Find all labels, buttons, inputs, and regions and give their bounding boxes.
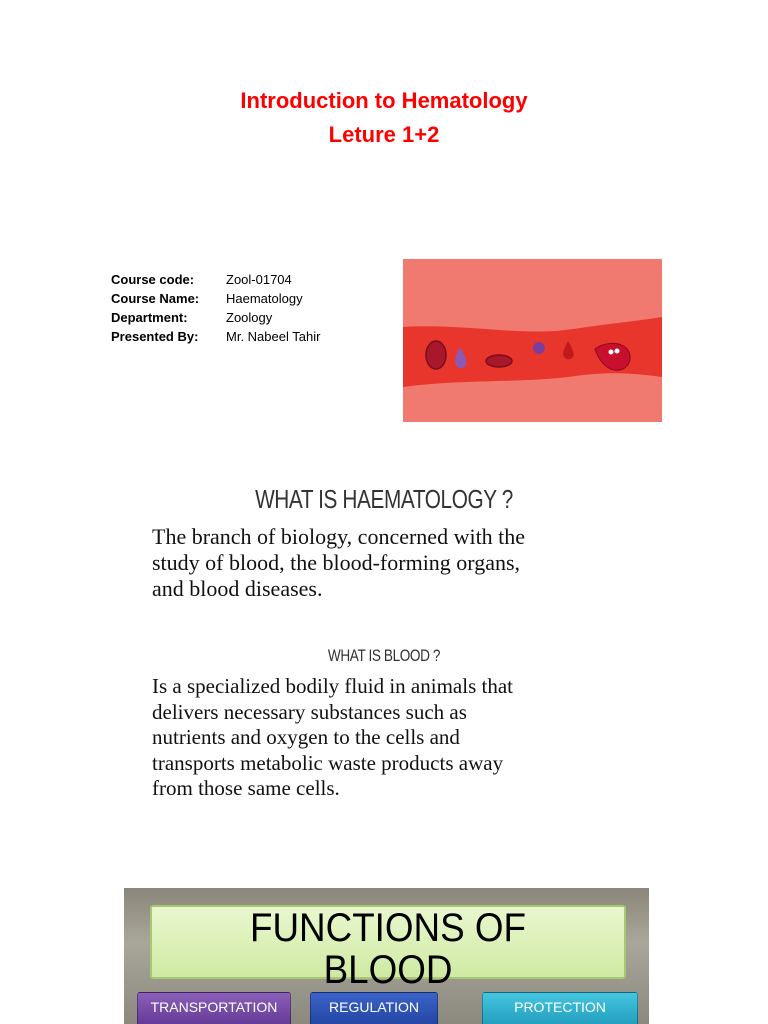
functions-slide — [124, 888, 649, 1024]
department-label: Department: — [111, 310, 188, 325]
presenter-row — [111, 327, 321, 346]
red-cell-icon — [486, 355, 512, 367]
definition-line: transports metabolic waste products away — [152, 750, 504, 775]
eye-icon — [615, 349, 620, 354]
course-code-row — [111, 270, 321, 289]
haematology-heading: WHAT IS HAEMATOLOGY ? — [255, 484, 513, 514]
red-cell-icon — [426, 341, 446, 369]
definition-line: from those same cells. — [152, 776, 340, 800]
presenter-value: Mr. Nabeel Tahir — [226, 329, 321, 344]
blood-vessel-illustration — [403, 259, 662, 422]
document-title: Introduction to Hematology — [240, 88, 528, 113]
blood-definition — [152, 674, 622, 802]
course-name-value: Haematology — [226, 291, 303, 306]
eye-icon — [609, 350, 614, 355]
regulation-box: REGULATION — [310, 992, 438, 1024]
protection-box: PROTECTION — [482, 992, 638, 1024]
functions-title-box — [150, 905, 626, 992]
definition-line: The branch of biology, concerned with the — [152, 524, 526, 549]
functions-title — [171, 907, 605, 991]
presenter-label: Presented By: — [111, 329, 199, 344]
definition-line: study of blood, the blood-forming organs, — [152, 550, 521, 575]
definition-line: delivers necessary substances such as — [152, 699, 467, 724]
blood-heading: WHAT IS BLOOD ? — [327, 646, 441, 665]
definition-line: nutrients and oxygen to the cells and — [152, 725, 460, 749]
white-cell-icon — [533, 342, 545, 354]
transportation-box: TRANSPORTATION — [137, 992, 291, 1024]
department-row — [111, 308, 321, 327]
course-name-label: Course Name: — [111, 291, 200, 306]
course-info — [111, 270, 321, 346]
definition-line: and blood diseases. — [152, 576, 323, 601]
department-value: Zoology — [226, 310, 273, 325]
definition-line: Is a specialized bodily fluid in animals that — [152, 674, 513, 698]
haematology-definition — [152, 524, 622, 602]
document-subtitle: Leture 1+2 — [328, 122, 440, 147]
course-name-row — [111, 289, 321, 308]
functions-title-line: FUNCTIONS OF — [250, 906, 526, 950]
course-code-value: Zool-01704 — [226, 272, 292, 287]
course-code-label: Course code: — [111, 272, 195, 287]
functions-title-line: BLOOD — [323, 948, 453, 992]
